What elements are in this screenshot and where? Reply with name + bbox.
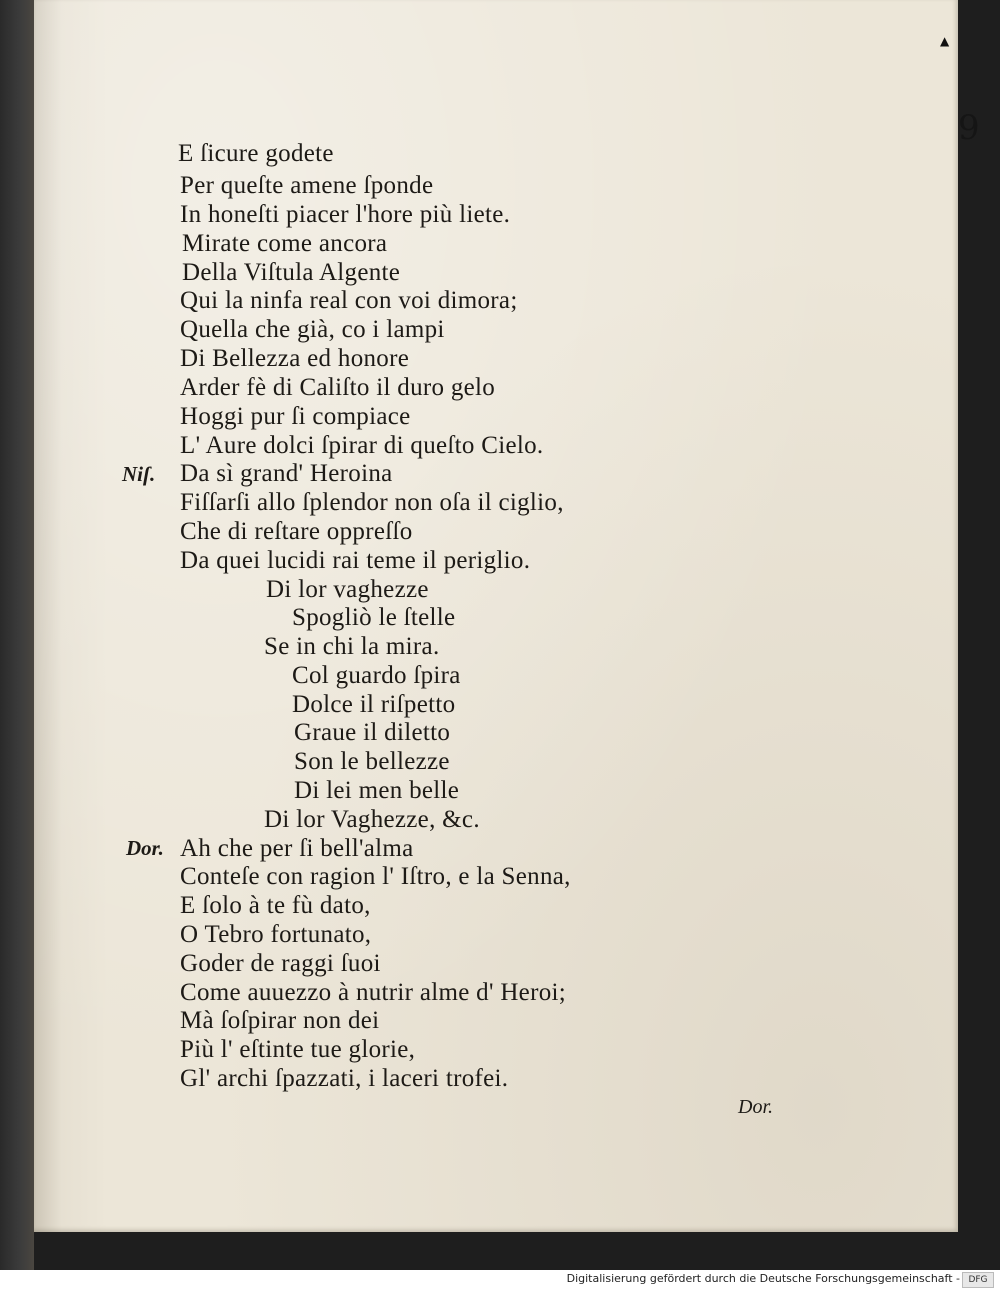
verse-line: E ſolo à te fù dato, — [180, 892, 371, 919]
verse-line: Da sì grand' Heroina — [180, 460, 393, 487]
verse-line: Di lei men belle — [294, 777, 460, 804]
verse-line: Conteſe con ragion l' Iſtro, e la Senna, — [180, 863, 571, 890]
dfg-logo: DFG — [962, 1272, 994, 1288]
corner-mark: ▲ — [940, 34, 950, 48]
verse-line: L' Aure dolci ſpirar di queſto Cielo. — [180, 432, 544, 459]
verse-line: Come auuezzo à nutrir alme d' Heroi; — [180, 979, 566, 1006]
verse-line: Di lor Vaghezze, &c. — [264, 806, 480, 833]
verse-line: Mirate come ancora — [182, 230, 388, 257]
verse-line: In honeſti piacer l'hore più liete. — [180, 201, 511, 228]
verse-line: Hoggi pur ſi compiace — [180, 403, 411, 430]
speaker-label-dor: Dor. — [126, 836, 164, 860]
book-binding-edge — [0, 0, 34, 1270]
verse-line: Gl' archi ſpazzati, i laceri trofei. — [180, 1065, 509, 1092]
verse-line: E ſicure godete — [178, 140, 334, 167]
verse-line: Di lor vaghezze — [266, 576, 429, 603]
verse-line: Arder fè di Caliſto il duro gelo — [180, 374, 496, 401]
catchword: Dor. — [738, 1096, 774, 1118]
digitization-footer — [0, 1270, 1000, 1289]
verse-line: Col guardo ſpira — [292, 662, 461, 689]
page-number: 9 — [958, 108, 980, 148]
verse-line: Goder de raggi ſuoi — [180, 950, 381, 977]
verse-line: Quella che già, co i lampi — [180, 316, 445, 343]
verse-line: Da quei lucidi rai teme il periglio. — [180, 547, 531, 574]
verse-line: Che di reſtare oppreſſo — [180, 518, 413, 545]
book-page — [34, 0, 980, 1232]
verse-line: Dolce il riſpetto — [292, 691, 456, 718]
verse-line: O Tebro fortunato, — [180, 921, 372, 948]
verse-line: Per queſte amene ſponde — [180, 172, 434, 199]
verse-line: Ah che per ſi bell'alma — [180, 835, 414, 862]
verse-line: Mà ſoſpirar non dei — [180, 1007, 380, 1034]
verse-line: Se in chi la mira. — [264, 633, 440, 660]
verse-line: Graue il diletto — [294, 719, 451, 746]
verse-line: Qui la ninfa real con voi dimora; — [180, 287, 518, 314]
footer-credit-text: Digitalisierung gefördert durch die Deutsche Forschungsgemeinschaft - — [566, 1272, 960, 1285]
verse-line: Fiſſarſi allo ſplendor non oſa il ciglio, — [180, 489, 564, 516]
verse-line: Della Viſtula Algente — [182, 259, 401, 286]
verse-line: Di Bellezza ed honore — [180, 345, 410, 372]
verse-line: Più l' eſtinte tue glorie, — [180, 1036, 416, 1063]
speaker-label-nis: Niſ. — [122, 462, 156, 486]
verse-line: Son le bellezze — [294, 748, 450, 775]
verse-line: Spogliò le ſtelle — [292, 604, 456, 631]
